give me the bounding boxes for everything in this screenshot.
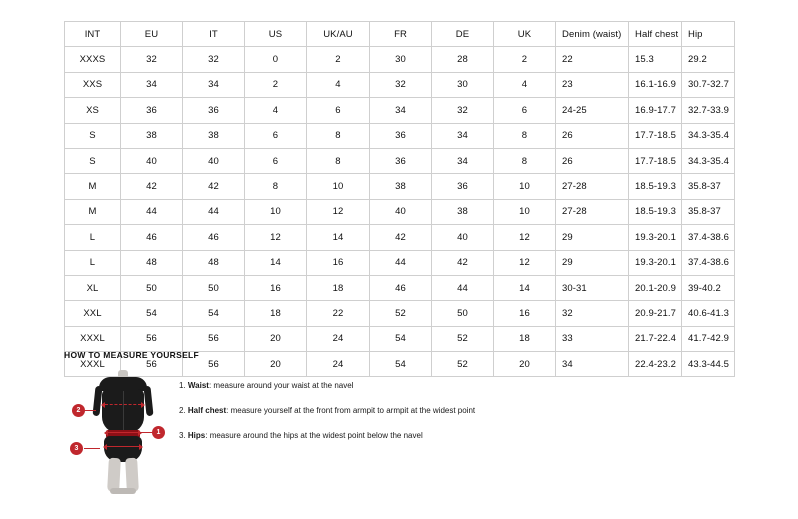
- table-row: [65, 326, 735, 351]
- cell-it: 46: [183, 225, 245, 250]
- col-header-half-chest: Half chest: [629, 22, 682, 47]
- cell-it: 40: [183, 148, 245, 173]
- cell-hip: 30.7-32.7: [682, 72, 735, 97]
- measure-notes-list: [179, 370, 734, 456]
- cell-it: 56: [183, 326, 245, 351]
- cell-uk-au: 4: [307, 72, 370, 97]
- table-header: [65, 22, 735, 47]
- cell-uk-au: 8: [307, 148, 370, 173]
- cell-int: XXL: [65, 301, 121, 326]
- cell-fr: 44: [370, 250, 432, 275]
- cell-eu: 32: [121, 47, 183, 72]
- cell-us: 8: [245, 174, 307, 199]
- cell-hip: 37.4-38.6: [682, 225, 735, 250]
- waist-measure-arrow-icon: [108, 432, 138, 433]
- cell-eu: 34: [121, 72, 183, 97]
- marker-2-leader-line: [84, 410, 96, 411]
- cell-it: 42: [183, 174, 245, 199]
- table-row: [65, 72, 735, 97]
- col-header-fr: FR: [370, 22, 432, 47]
- cell-uk: 18: [494, 326, 556, 351]
- cell-fr: 42: [370, 225, 432, 250]
- cell-int: XXXS: [65, 47, 121, 72]
- cell-int: XL: [65, 275, 121, 300]
- table-body: [65, 47, 735, 377]
- cell-eu: 36: [121, 98, 183, 123]
- col-header-int: INT: [65, 22, 121, 47]
- table-row: [65, 47, 735, 72]
- col-header-denim-waist: Denim (waist): [556, 22, 629, 47]
- col-header-it: IT: [183, 22, 245, 47]
- cell-half-chest: 20.9-21.7: [629, 301, 682, 326]
- cell-eu: 44: [121, 199, 183, 224]
- hips-measure-arrow-icon: [107, 446, 139, 447]
- cell-fr: 34: [370, 98, 432, 123]
- cell-uk: 12: [494, 225, 556, 250]
- cell-de: 30: [432, 72, 494, 97]
- cell-uk: 16: [494, 301, 556, 326]
- table-row: [65, 250, 735, 275]
- cell-uk: 10: [494, 199, 556, 224]
- cell-hip: 41.7-42.9: [682, 326, 735, 351]
- marker-3: 3: [70, 442, 83, 455]
- cell-de: 52: [432, 326, 494, 351]
- note-1-text: : measure around your waist at the navel: [208, 381, 354, 390]
- cell-it: 48: [183, 250, 245, 275]
- col-header-hip: Hip: [682, 22, 735, 47]
- table-row: [65, 301, 735, 326]
- cell-fr: 30: [370, 47, 432, 72]
- cell-it: 36: [183, 98, 245, 123]
- cell-de: 40: [432, 225, 494, 250]
- cell-eu: 54: [121, 301, 183, 326]
- cell-us: 12: [245, 225, 307, 250]
- cell-hip: 35.8-37: [682, 174, 735, 199]
- cell-uk-au: 22: [307, 301, 370, 326]
- cell-uk: 14: [494, 275, 556, 300]
- col-header-de: DE: [432, 22, 494, 47]
- note-2-term: Half chest: [187, 406, 227, 416]
- cell-us: 20: [245, 352, 307, 377]
- marker-3-leader-line: [84, 448, 100, 449]
- cell-uk: 12: [494, 250, 556, 275]
- cell-half-chest: 17.7-18.5: [629, 123, 682, 148]
- cell-fr: 46: [370, 275, 432, 300]
- note-1-term: Waist: [187, 381, 209, 390]
- cell-half-chest: 16.1-16.9: [629, 72, 682, 97]
- col-header-uk: UK: [494, 22, 556, 47]
- cell-uk-au: 24: [307, 326, 370, 351]
- cell-half-chest: 20.1-20.9: [629, 275, 682, 300]
- cell-eu: 38: [121, 123, 183, 148]
- cell-denim-waist: 29: [556, 250, 629, 275]
- cell-half-chest: 22.4-23.2: [629, 352, 682, 377]
- note-2-number: 2.: [179, 406, 186, 416]
- col-header-uk-au: UK/AU: [307, 22, 370, 47]
- cell-us: 4: [245, 98, 307, 123]
- cell-de: 50: [432, 301, 494, 326]
- cell-fr: 36: [370, 148, 432, 173]
- cell-de: 42: [432, 250, 494, 275]
- cell-it: 32: [183, 47, 245, 72]
- cell-us: 6: [245, 123, 307, 148]
- cell-half-chest: 18.5-19.3: [629, 199, 682, 224]
- cell-eu: 46: [121, 225, 183, 250]
- cell-half-chest: 15.3: [629, 47, 682, 72]
- cell-uk: 8: [494, 123, 556, 148]
- mannequin-stand: [110, 488, 136, 494]
- cell-de: 36: [432, 174, 494, 199]
- cell-denim-waist: 34: [556, 352, 629, 377]
- cell-half-chest: 17.7-18.5: [629, 148, 682, 173]
- how-to-measure-body: [64, 370, 734, 495]
- cell-uk-au: 8: [307, 123, 370, 148]
- cell-half-chest: 19.3-20.1: [629, 250, 682, 275]
- cell-de: 44: [432, 275, 494, 300]
- cell-half-chest: 21.7-22.4: [629, 326, 682, 351]
- cell-de: 38: [432, 199, 494, 224]
- half-chest-measure-arrow-icon: [105, 404, 141, 405]
- cell-fr: 54: [370, 326, 432, 351]
- cell-uk-au: 10: [307, 174, 370, 199]
- cell-uk: 8: [494, 148, 556, 173]
- cell-hip: 37.4-38.6: [682, 250, 735, 275]
- cell-de: 52: [432, 352, 494, 377]
- marker-2: 2: [72, 404, 85, 417]
- cell-uk-au: 24: [307, 352, 370, 377]
- cell-uk: 4: [494, 72, 556, 97]
- measure-note-hips: [179, 430, 734, 441]
- table-row: [65, 174, 735, 199]
- table-row: [65, 275, 735, 300]
- measure-note-waist: [179, 380, 734, 391]
- cell-eu: 40: [121, 148, 183, 173]
- cell-hip: 34.3-35.4: [682, 123, 735, 148]
- cell-denim-waist: 26: [556, 148, 629, 173]
- note-3-text: : measure around the hips at the widest point below the navel: [205, 431, 423, 441]
- cell-int: L: [65, 250, 121, 275]
- cell-uk-au: 14: [307, 225, 370, 250]
- cell-uk-au: 2: [307, 47, 370, 72]
- cell-uk: 20: [494, 352, 556, 377]
- table-row: [65, 225, 735, 250]
- cell-eu: 56: [121, 352, 183, 377]
- cell-hip: 43.3-44.5: [682, 352, 735, 377]
- cell-eu: 50: [121, 275, 183, 300]
- how-to-measure-title: HOW TO MEASURE YOURSELF: [64, 350, 200, 360]
- cell-denim-waist: 27-28: [556, 199, 629, 224]
- cell-uk-au: 16: [307, 250, 370, 275]
- cell-us: 0: [245, 47, 307, 72]
- cell-int: S: [65, 148, 121, 173]
- cell-denim-waist: 32: [556, 301, 629, 326]
- col-header-eu: EU: [121, 22, 183, 47]
- cell-int: L: [65, 225, 121, 250]
- how-to-measure-section: [64, 350, 734, 495]
- cell-int: M: [65, 199, 121, 224]
- cell-int: XS: [65, 98, 121, 123]
- cell-it: 44: [183, 199, 245, 224]
- cell-fr: 38: [370, 174, 432, 199]
- note-3-number: 3.: [179, 431, 186, 441]
- cell-int: XXS: [65, 72, 121, 97]
- cell-uk-au: 18: [307, 275, 370, 300]
- cell-int: XXXL: [65, 326, 121, 351]
- cell-half-chest: 16.9-17.7: [629, 98, 682, 123]
- cell-eu: 56: [121, 326, 183, 351]
- cell-us: 20: [245, 326, 307, 351]
- cell-int: S: [65, 123, 121, 148]
- cell-uk-au: 12: [307, 199, 370, 224]
- cell-uk-au: 6: [307, 98, 370, 123]
- cell-de: 34: [432, 123, 494, 148]
- table-row: [65, 123, 735, 148]
- cell-it: 50: [183, 275, 245, 300]
- cell-fr: 52: [370, 301, 432, 326]
- cell-uk: 6: [494, 98, 556, 123]
- table-row: [65, 148, 735, 173]
- table-row: [65, 199, 735, 224]
- cell-denim-waist: 24-25: [556, 98, 629, 123]
- cell-uk: 2: [494, 47, 556, 72]
- table-header-row: [65, 22, 735, 47]
- cell-eu: 42: [121, 174, 183, 199]
- cell-it: 56: [183, 352, 245, 377]
- cell-de: 28: [432, 47, 494, 72]
- cell-int: XXXL: [65, 352, 121, 377]
- cell-hip: 39-40.2: [682, 275, 735, 300]
- cell-us: 18: [245, 301, 307, 326]
- cell-hip: 34.3-35.4: [682, 148, 735, 173]
- cell-denim-waist: 27-28: [556, 174, 629, 199]
- cell-it: 38: [183, 123, 245, 148]
- cell-denim-waist: 23: [556, 72, 629, 97]
- cell-fr: 40: [370, 199, 432, 224]
- cell-denim-waist: 33: [556, 326, 629, 351]
- note-2-text: : measure yourself at the front from armpit to armpit at the widest point: [226, 406, 476, 416]
- mannequin-torso: [102, 389, 144, 433]
- measure-note-half-chest: [179, 405, 734, 416]
- cell-fr: 32: [370, 72, 432, 97]
- cell-de: 34: [432, 148, 494, 173]
- note-1-number: 1.: [179, 381, 186, 390]
- size-chart-container: [64, 21, 734, 377]
- size-chart-table: [64, 21, 735, 377]
- col-header-us: US: [245, 22, 307, 47]
- cell-us: 16: [245, 275, 307, 300]
- cell-hip: 35.8-37: [682, 199, 735, 224]
- cell-it: 34: [183, 72, 245, 97]
- cell-denim-waist: 22: [556, 47, 629, 72]
- cell-it: 54: [183, 301, 245, 326]
- cell-int: M: [65, 174, 121, 199]
- cell-us: 2: [245, 72, 307, 97]
- cell-hip: 40.6-41.3: [682, 301, 735, 326]
- measure-figure-container: [64, 370, 179, 495]
- cell-half-chest: 19.3-20.1: [629, 225, 682, 250]
- cell-fr: 36: [370, 123, 432, 148]
- note-3-term: Hips: [187, 431, 206, 441]
- cell-de: 32: [432, 98, 494, 123]
- cell-fr: 54: [370, 352, 432, 377]
- table-row: [65, 98, 735, 123]
- cell-denim-waist: 29: [556, 225, 629, 250]
- cell-denim-waist: 30-31: [556, 275, 629, 300]
- mannequin-arm-right: [143, 386, 153, 417]
- cell-us: 6: [245, 148, 307, 173]
- cell-denim-waist: 26: [556, 123, 629, 148]
- cell-us: 14: [245, 250, 307, 275]
- cell-hip: 29.2: [682, 47, 735, 72]
- cell-uk: 10: [494, 174, 556, 199]
- cell-hip: 32.7-33.9: [682, 98, 735, 123]
- cell-half-chest: 18.5-19.3: [629, 174, 682, 199]
- cell-eu: 48: [121, 250, 183, 275]
- marker-1: 1: [152, 426, 165, 439]
- cell-us: 10: [245, 199, 307, 224]
